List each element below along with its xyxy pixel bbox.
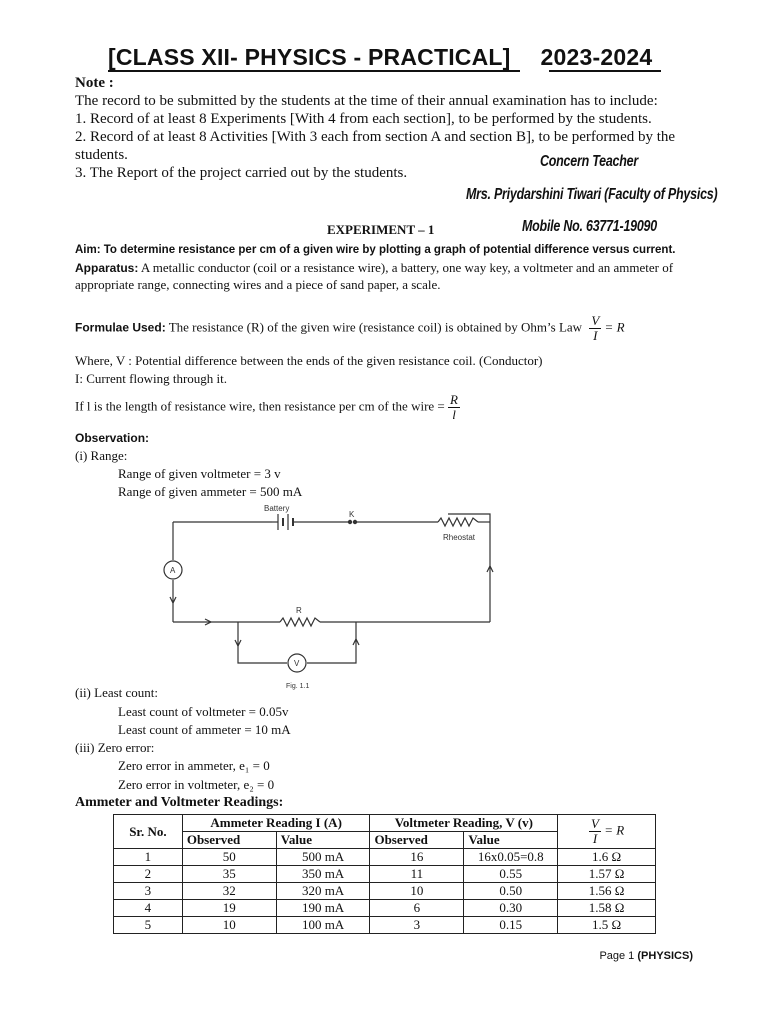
cell-srno: 2	[114, 866, 183, 883]
cell-amm-value: 350 mA	[276, 866, 370, 883]
where-i: I: Current flowing through it.	[75, 371, 228, 386]
frac-den-i: I	[593, 328, 598, 343]
cell-volt-value: 0.50	[464, 883, 558, 900]
cell-amm-observed: 10	[182, 917, 276, 934]
formula-label: Formulae Used:	[75, 320, 166, 335]
cell-volt-value: 0.30	[464, 900, 558, 917]
resistor-label: R	[296, 606, 302, 615]
ratio-num: V	[591, 816, 599, 831]
header-amm-value: Value	[276, 832, 370, 849]
year-underline	[549, 70, 661, 72]
per-cm-line	[75, 393, 460, 422]
rheostat-slider	[448, 514, 490, 522]
zero-error-voltmeter: Zero error in voltmeter, e₂ = 0	[118, 777, 275, 792]
cell-volt-value: 16x0.05=0.8	[464, 849, 558, 866]
teacher-name: Mrs. Priydarshini Tiwari (Faculty of Physics)	[466, 186, 718, 203]
battery-icon	[272, 514, 300, 530]
least-count-voltmeter: Least count of voltmeter = 0.05v	[118, 704, 289, 719]
readings-table	[113, 814, 656, 934]
least-count-ammeter: Least count of ammeter = 10 mA	[118, 722, 291, 737]
frac-num-r: R	[450, 392, 458, 407]
apparatus-label: Apparatus:	[75, 261, 139, 275]
voltmeter-label: V	[294, 659, 300, 668]
key-label: K	[349, 510, 355, 519]
ratio-eq: = R	[604, 822, 625, 838]
cell-volt-observed: 11	[370, 866, 464, 883]
per-cm-fraction	[448, 393, 460, 422]
battery-label: Battery	[264, 504, 290, 513]
formula-text: The resistance (R) of the given wire (resistance coil) is obtained by Ohm’s Law	[165, 319, 583, 335]
apparatus-line-1	[75, 259, 673, 277]
title-text: [CLASS XII- PHYSICS - PRACTICAL]	[108, 44, 511, 70]
experiment-aim: Aim: To determine resistance per cm of a given wire by plotting a graph of potential difference versus current.	[75, 244, 676, 256]
cell-srno: 4	[114, 900, 183, 917]
apparatus-line-2: appropriate range, connecting wires and a piece of sand paper, a scale.	[75, 277, 441, 292]
voltmeter-wire-right	[307, 622, 356, 663]
cell-resistance: 1.58 Ω	[558, 900, 656, 917]
formula-line	[75, 314, 625, 343]
voltmeter-wire-left	[238, 622, 287, 663]
cell-amm-observed: 19	[182, 900, 276, 917]
note-line-2: 1. Record of at least 8 Experiments [With 4 from each section], to be performed by the students.	[75, 111, 652, 127]
rheostat-coil	[438, 518, 478, 526]
note-line-4: students.	[75, 147, 128, 163]
range-heading: (i) Range:	[75, 448, 128, 463]
note-line-1: The record to be submitted by the students at the time of their annual examination has to include:	[75, 93, 658, 109]
experiment-heading: EXPERIMENT – 1	[327, 222, 435, 237]
cell-amm-observed: 32	[182, 883, 276, 900]
header-volt-value: Value	[464, 832, 558, 849]
page-number: Page 1	[599, 950, 635, 962]
observation-heading: Observation:	[75, 431, 150, 445]
cell-volt-observed: 16	[370, 849, 464, 866]
cell-volt-observed: 6	[370, 900, 464, 917]
header-ammeter: Ammeter Reading I (A)	[182, 815, 370, 832]
zero-error-heading: (iii) Zero error:	[75, 740, 155, 755]
table-row	[114, 917, 656, 934]
ratio-fraction	[589, 817, 601, 846]
cell-volt-observed: 10	[370, 883, 464, 900]
teacher-label: Concern Teacher	[540, 153, 638, 170]
header-srno: Sr. No.	[114, 815, 183, 849]
per-cm-text: If l is the length of resistance wire, then resistance per cm of the wire =	[75, 398, 445, 414]
header-volt-observed: Observed	[370, 832, 464, 849]
cell-volt-value: 0.15	[464, 917, 558, 934]
cell-srno: 3	[114, 883, 183, 900]
apparatus-text: A metallic conductor (coil or a resistance wire), a battery, one way key, a voltmeter and an ammeter of	[138, 260, 674, 275]
table-header-row-1	[114, 815, 656, 832]
header-ratio	[558, 815, 656, 849]
cell-amm-value: 190 mA	[276, 900, 370, 917]
page-title	[108, 44, 652, 71]
frac-num-v: V	[591, 313, 600, 328]
note-line-5: 3. The Report of the project carried out by the students.	[75, 165, 408, 181]
where-v: Where, V : Potential difference between the ends of the given resistance coil. (Conductor)	[75, 353, 543, 368]
title-year: 2023-2024	[540, 44, 653, 70]
zero-error-ammeter: Zero error in ammeter, e₁ = 0	[118, 758, 270, 773]
cell-amm-value: 500 mA	[276, 849, 370, 866]
table-row	[114, 866, 656, 883]
cell-resistance: 1.57 Ω	[558, 866, 656, 883]
rheostat-label: Rheostat	[443, 533, 476, 542]
note-line-3: 2. Record of at least 8 Activities [With 3 each from section A and section B], to be performed by the	[75, 129, 676, 145]
frac-den-l: l	[452, 407, 456, 422]
header-voltmeter: Voltmeter Reading, V (v)	[370, 815, 558, 832]
cell-volt-value: 0.55	[464, 866, 558, 883]
key-icon	[348, 520, 351, 523]
cell-amm-value: 320 mA	[276, 883, 370, 900]
cell-amm-observed: 50	[182, 849, 276, 866]
cell-volt-observed: 3	[370, 917, 464, 934]
ratio-den: I	[592, 831, 598, 846]
ammeter-label: A	[170, 566, 176, 575]
page-subject: (PHYSICS)	[637, 950, 693, 962]
header-amm-observed: Observed	[182, 832, 276, 849]
cell-resistance: 1.6 Ω	[558, 849, 656, 866]
table-row	[114, 883, 656, 900]
table-title: Ammeter and Voltmeter Readings:	[75, 795, 284, 810]
figure-caption: Fig. 1.1	[286, 683, 310, 690]
title-underline	[108, 70, 520, 72]
range-ammeter: Range of given ammeter = 500 mA	[118, 484, 303, 499]
resistor-coil	[280, 618, 320, 626]
note-heading: Note :	[75, 75, 114, 91]
formula-eq: = R	[604, 319, 625, 335]
cell-srno: 1	[114, 849, 183, 866]
cell-amm-observed: 35	[182, 866, 276, 883]
least-count-heading: (ii) Least count:	[75, 685, 159, 700]
teacher-mobile: Mobile No. 63771-19090	[522, 218, 657, 235]
cell-amm-value: 100 mA	[276, 917, 370, 934]
range-voltmeter: Range of given voltmeter = 3 v	[118, 466, 281, 481]
table-row	[114, 849, 656, 866]
ohms-law-fraction	[589, 314, 601, 343]
cell-resistance: 1.5 Ω	[558, 917, 656, 934]
cell-srno: 5	[114, 917, 183, 934]
page-footer	[599, 950, 693, 962]
circuit-diagram	[160, 500, 510, 695]
cell-resistance: 1.56 Ω	[558, 883, 656, 900]
table-row	[114, 900, 656, 917]
